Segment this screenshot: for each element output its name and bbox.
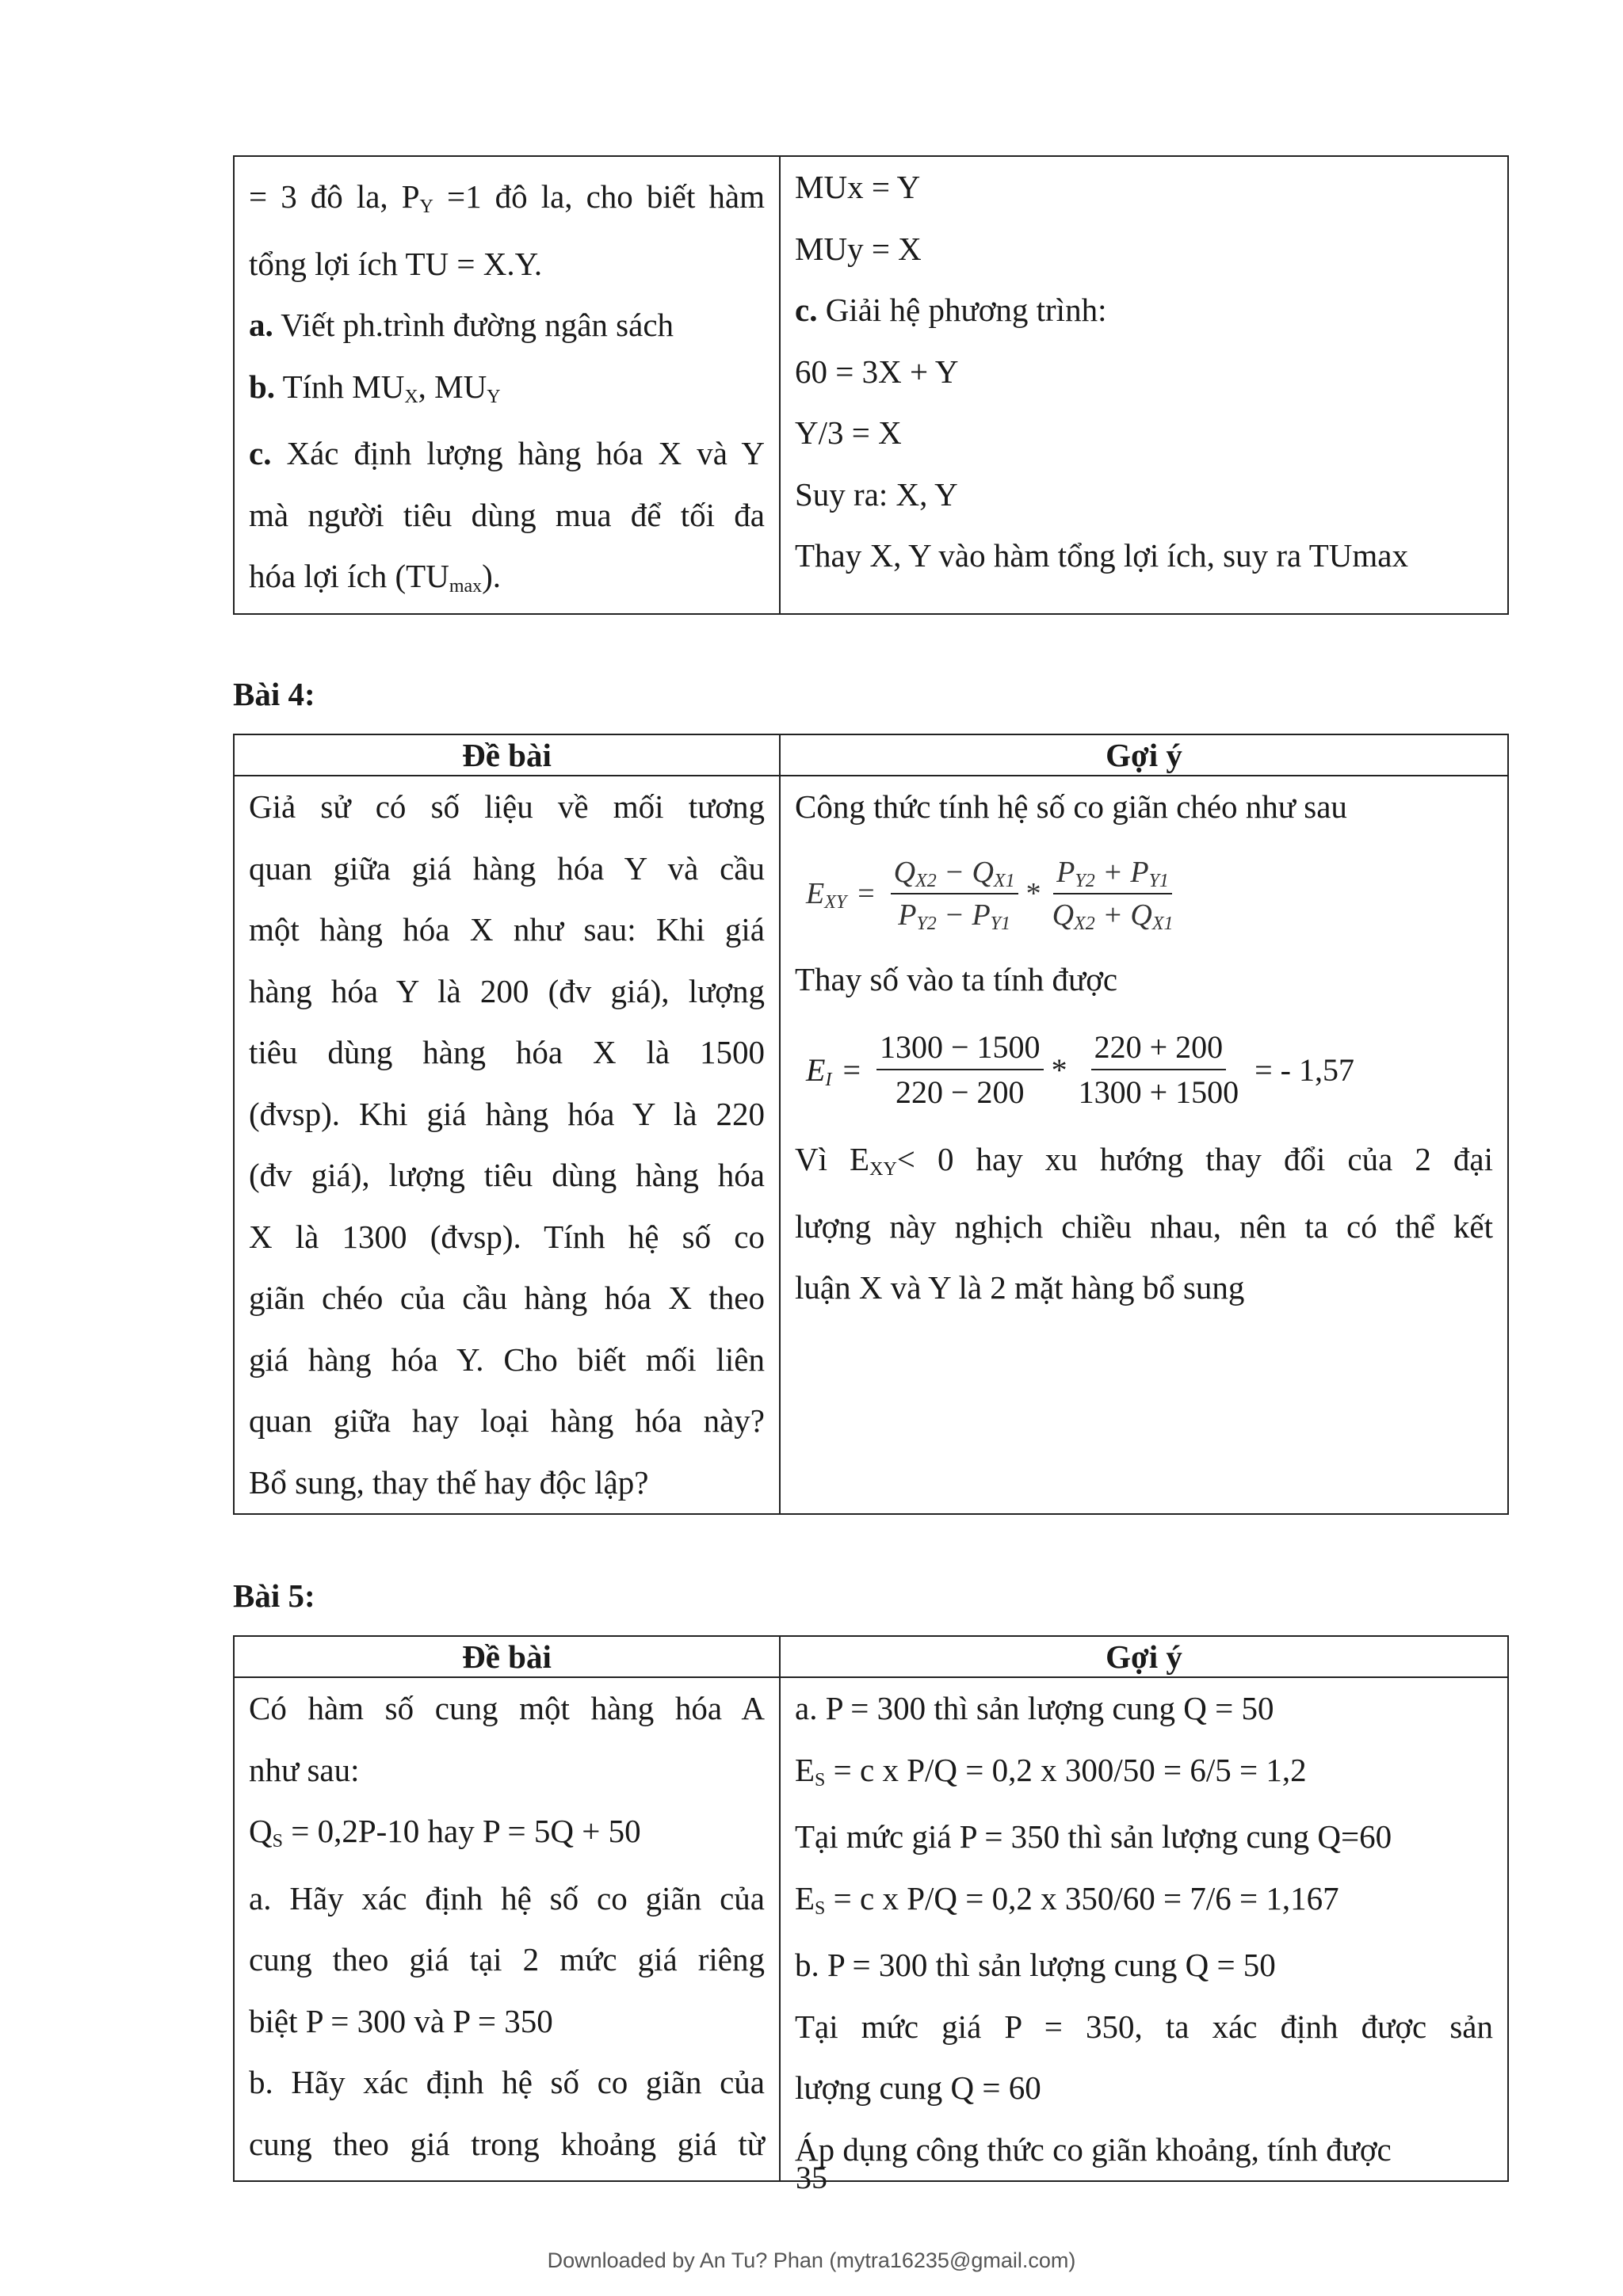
bai3-q-line: tổng lợi ích TU = X.Y.: [249, 245, 543, 282]
bai4-q-line: X là 1300 (đvsp). Tính hệ số co: [249, 1218, 765, 1255]
bai4-header-goiy: Gợi ý: [780, 734, 1508, 776]
bai4-q-line: quan giữa hay loại hàng hóa này?: [249, 1402, 765, 1439]
bai3-table: [233, 155, 1509, 615]
bai4-heading: Bài 4:: [233, 676, 315, 712]
bai4-q-line: một hàng hóa X như sau: Khi giá: [249, 911, 765, 948]
bai4-table: [233, 734, 1509, 1515]
formula2-f2-num: 220 + 200: [1091, 1028, 1227, 1070]
formula1-f1-den: $P_{Y2} - P_{Y1}$: [898, 898, 1011, 934]
bai5-hint-line: b. P = 300 thì sản lượng cung Q = 50: [795, 1947, 1276, 1983]
bai3-hint-line: c. Giải hệ phương trình:: [795, 292, 1107, 328]
bai5-hint-line: lượng cung Q = 60: [795, 2069, 1041, 2106]
bai5-hint-line: Tại mức giá P = 350 thì sản lượng cung Q=60: [795, 1818, 1392, 1855]
bai5-hint-line: Áp dụng công thức co giãn khoảng, tính được: [795, 2130, 1392, 2168]
bai5-table: [233, 1635, 1509, 2182]
bai5-hint-line: a. P = 300 thì sản lượng cung Q = 50: [795, 1690, 1274, 1726]
bai3-hint-line: MUx = Y: [795, 169, 921, 205]
bai4-q-line: Giả sử có số liệu về mối tương: [249, 788, 765, 825]
bai5-q-line: a. Hãy xác định hệ số co giãn của: [249, 1879, 765, 1917]
bai4-q-line: hàng hóa Y là 200 (đv giá), lượng: [249, 972, 765, 1009]
bai4-q-line: giãn chéo của cầu hàng hóa X theo: [249, 1280, 765, 1316]
bai5-q-line: Có hàm số cung một hàng hóa A: [249, 1690, 765, 1726]
bai5-q-line: biệt P = 300 và P = 350: [249, 2002, 553, 2039]
formula1-f2-den: $Q_{X2} + Q_{X1}$: [1052, 898, 1174, 934]
bai3-q-line: = 3 đô la, $P_Y =1$ đô la, cho biết hàm: [249, 178, 765, 217]
bai4-question-cell: [234, 776, 780, 1514]
bai4-q-line: Bổ sung, thay thế hay độc lập?: [249, 1463, 649, 1501]
bai5-q-line: cung theo giá tại 2 mức giá riêng: [249, 1941, 765, 1978]
bai4-conclusion-line: Vì $E_{XY}< 0$ hay xu hướng thay đổi của 2 đại: [795, 1141, 1494, 1180]
bai3-hint-cell: [780, 156, 1508, 614]
formula2-fraction-1: [876, 1028, 1044, 1111]
bai3-hint-line: Suy ra: X, Y: [795, 475, 958, 513]
bai5-hint-line: Tại mức giá P = 350, ta xác định được sản: [795, 2008, 1493, 2045]
formula2-fraction-2: [1075, 1028, 1243, 1111]
bai3-q-line: c. Xác định lượng hàng hóa X và Y: [249, 435, 765, 471]
bai3-hint-line: Y/3 = X: [795, 414, 902, 451]
formula1-lhs: $E_{XY}$: [806, 876, 847, 913]
bai4-conclusion-line: luận X và Y là 2 mặt hàng bổ sung: [795, 1269, 1245, 1306]
bai5-q-line: b. Hãy xác định hệ số co giãn của: [249, 2064, 765, 2100]
calculated-formula: $E_I$ = $\frac{1300 - 1500}{220 - 200}$ * $\frac{220 + 200}{1300 + 1500}$ = - 1,57: [806, 1029, 1355, 1110]
page-number: 35: [796, 2160, 827, 2195]
bai4-conclusion-line: lượng này nghịch chiều nhau, nên ta có thể kết: [795, 1207, 1493, 1245]
bai4-q-line: tiêu dùng hàng hóa X là 1500: [249, 1034, 765, 1070]
bai5-hint-line: $E_S = c$ x P/Q = 0,2 x 300/50 = 6/5 = 1,2: [795, 1751, 1307, 1791]
bai5-hint-line: $E_S = c$ x P/Q = 0,2 x 350/60 = 7/6 = 1,167: [795, 1879, 1339, 1919]
bai4-hint-mid: Thay số vào ta tính được: [795, 960, 1118, 997]
download-footer: Downloaded by An Tu? Phan (mytra16235@gmail.com): [547, 2248, 1076, 2272]
bai3-q-line: a. Viết ph.trình đường ngân sách: [249, 307, 674, 343]
formula2-f2-den: 1300 + 1500: [1078, 1074, 1239, 1110]
bai3-hint-line: Thay X, Y vào hàm tổng lợi ích, suy ra TUmax: [795, 537, 1408, 574]
cross-elasticity-formula: $E_{XY}$ = $\frac{Q_{X2} - Q_{X1}}{P_{Y2} - P_{Y1}}$ * $\frac{P_{Y2} + P_{Y1}}{Q_{X2} + Q_{X1}}$: [795, 838, 1493, 949]
formula2-result: = - 1,57: [1254, 1051, 1355, 1088]
bai3-hint-line: 60 = 3X + Y: [795, 353, 959, 390]
bai4-header-debai: Đề bài: [234, 734, 780, 776]
formula1-f1-num: $Q_{X2} - Q_{X1}$: [891, 855, 1018, 894]
bai3-question-cell: [234, 156, 780, 614]
bai4-hint-intro: Công thức tính hệ số co giãn chéo như sau: [795, 788, 1347, 825]
bai5-heading: Bài 5:: [233, 1577, 315, 1614]
bai5-hint-cell: [780, 1677, 1508, 2181]
formula2-f1-den: 220 − 200: [896, 1074, 1025, 1110]
bai5-header-debai: Đề bài: [234, 1636, 780, 1677]
bai4-q-line: (đv giá), lượng tiêu dùng hàng hóa: [249, 1157, 765, 1193]
bai5-q-line: $Q_S = 0,2P-10$ hay P = 5Q + 50: [249, 1813, 641, 1852]
formula2-lhs: $E_I$: [806, 1051, 832, 1090]
bai3-q-line: mà người tiêu dùng mua để tối đa: [249, 496, 765, 533]
bai4-q-line: giá hàng hóa Y. Cho biết mối liên: [249, 1341, 765, 1378]
bai5-q-line: như sau:: [249, 1751, 360, 1788]
bai4-q-line: quan giữa giá hàng hóa Y và cầu: [249, 849, 765, 887]
bai3-hint-line: MUy = X: [795, 230, 922, 267]
bai3-q-line: hóa lợi ích $(TU_{max})$.: [249, 558, 502, 597]
bai4-hint-cell: [780, 776, 1508, 1514]
formula1-fraction-2: [1049, 855, 1177, 933]
formula2-f1-num: 1300 − 1500: [876, 1028, 1044, 1070]
bai5-header-goiy: Gợi ý: [780, 1636, 1508, 1677]
bai5-q-line: cung theo giá trong khoảng giá từ: [249, 2125, 765, 2162]
bai4-q-line: (đvsp). Khi giá hàng hóa Y là 220: [249, 1095, 765, 1132]
formula1-f2-num: $P_{Y2} + P_{Y1}$: [1053, 855, 1172, 894]
formula1-fraction-1: [891, 855, 1018, 933]
bai5-question-cell: [234, 1677, 780, 2181]
bai3-q-line: b. Tính $MU_X$, $MU_Y$: [249, 368, 501, 407]
